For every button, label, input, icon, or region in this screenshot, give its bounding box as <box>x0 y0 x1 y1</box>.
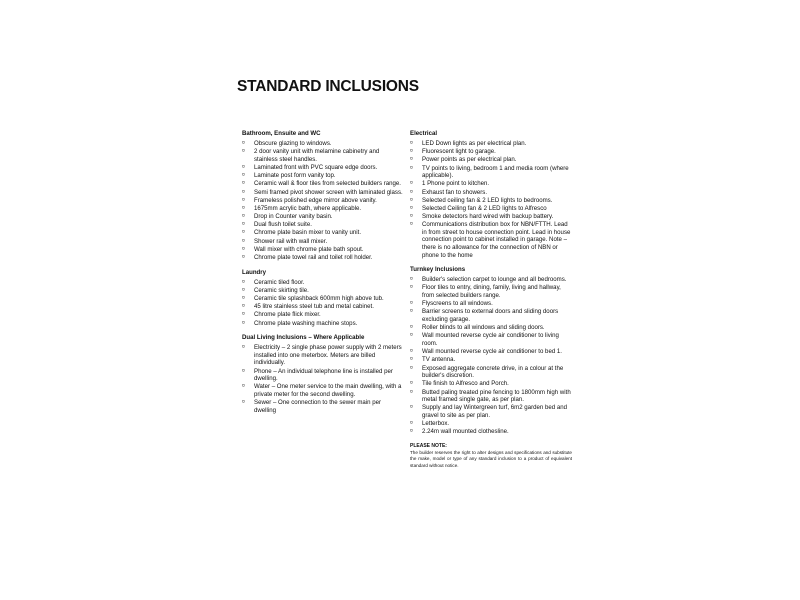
list-item <box>410 365 572 380</box>
list-item-text: Wall mixer with chrome plate bath spout. <box>254 245 364 253</box>
list-item <box>242 213 404 221</box>
list-item-text: Chrome plate washing machine stops. <box>254 319 358 327</box>
section-bathroom-ensuite-and-wc <box>242 130 404 262</box>
list-item <box>410 189 572 197</box>
note-title: PLEASE NOTE: <box>410 442 447 449</box>
inclusion-list <box>410 140 572 259</box>
list-item <box>410 380 572 388</box>
list-item <box>410 276 572 284</box>
list-item <box>410 205 572 213</box>
list-item-text: Communications distribution box for NBN/FTTH. Lead in from street to house connection point. Lead in house connection point to cabinet installed in garage. Note – there is no allowance for the connection of NBN or phone to the home <box>422 221 571 259</box>
list-item-text: Ceramic tiled floor. <box>254 278 305 286</box>
bullet-icon: ¤ <box>242 229 245 236</box>
bullet-icon: ¤ <box>410 213 413 220</box>
list-item <box>242 172 404 180</box>
section-heading: Electrical <box>410 130 438 137</box>
list-item-text: Smoke detectors hard wired with backup battery. <box>422 213 554 221</box>
bullet-icon: ¤ <box>242 319 245 326</box>
bullet-icon: ¤ <box>410 156 413 163</box>
list-item <box>242 164 404 172</box>
list-item-text: Electricity – 2 single phase power supply with 2 meters installed into one meterbox. Meters are billed individually. <box>254 344 402 367</box>
section-dual-living-inclusions-where-applicable <box>242 334 404 414</box>
bullet-icon: ¤ <box>410 404 413 411</box>
bullet-icon: ¤ <box>242 148 245 155</box>
list-item <box>410 197 572 205</box>
list-item-text: Chrome plate towel rail and toilet roll holder. <box>254 254 373 262</box>
list-item <box>242 254 404 262</box>
list-item-text: 1675mm acrylic bath, where applicable. <box>254 204 362 212</box>
bullet-icon: ¤ <box>242 221 245 228</box>
list-item <box>410 180 572 188</box>
bullet-icon: ¤ <box>242 188 245 195</box>
list-item-text: Laminated front with PVC square edge doors. <box>254 163 378 171</box>
bullet-icon: ¤ <box>410 204 413 211</box>
list-item <box>242 229 404 237</box>
list-item-text: TV antenna. <box>422 356 456 364</box>
list-item <box>242 221 404 229</box>
bullet-icon: ¤ <box>242 196 245 203</box>
list-item-text: LED Down lights as per electrical plan. <box>422 140 527 147</box>
bullet-icon: ¤ <box>242 344 245 351</box>
bullet-icon: ¤ <box>410 420 413 427</box>
list-item <box>242 344 404 367</box>
list-item-text: Obscure glazing to windows. <box>254 140 332 147</box>
list-item-text: 1 Phone point to kitchen. <box>422 180 490 188</box>
list-item <box>410 324 572 332</box>
list-item-text: 2.24m wall mounted clothesline. <box>422 428 509 436</box>
list-item-text: Exposed aggregate concrete drive, in a colour at the builder's discretion. <box>422 364 564 380</box>
bullet-icon: ¤ <box>242 163 245 170</box>
list-item-text: Power points as per electrical plan. <box>422 156 517 164</box>
bullet-icon: ¤ <box>242 286 245 293</box>
list-item <box>242 180 404 188</box>
list-item <box>410 156 572 164</box>
list-item-text: Exhaust fan to showers. <box>422 188 488 196</box>
list-item-text: Chrome plate flick mixer. <box>254 311 321 319</box>
list-item <box>410 165 572 180</box>
bullet-icon: ¤ <box>410 388 413 395</box>
list-item-text: Frameless polished edge mirror above vanity. <box>254 196 377 204</box>
bullet-icon: ¤ <box>242 172 245 179</box>
list-item-text: Supply and lay Wintergreen turf, 6m2 garden bed and gravel to site as per plan. <box>422 404 567 419</box>
bullet-icon: ¤ <box>242 295 245 301</box>
list-item-text: 2 door vanity unit with melamine cabinetry and stainless steel handles. <box>254 148 380 163</box>
list-item-text: Flyscreens to all windows. <box>422 300 493 308</box>
list-item <box>410 332 572 347</box>
bullet-icon: ¤ <box>410 428 413 435</box>
bullet-icon: ¤ <box>410 221 413 228</box>
bullet-icon: ¤ <box>410 348 413 355</box>
list-item <box>410 420 572 428</box>
list-item <box>242 205 404 213</box>
list-item <box>410 284 572 299</box>
bullet-icon: ¤ <box>242 399 245 406</box>
list-item-text: Drop in Counter vanity basin. <box>254 213 333 221</box>
list-item <box>242 189 404 197</box>
bullet-icon: ¤ <box>242 180 245 187</box>
list-item <box>242 148 404 163</box>
list-item <box>410 428 572 436</box>
list-item <box>410 389 572 404</box>
list-item <box>410 300 572 308</box>
list-item <box>242 140 404 148</box>
list-item-text: Ceramic skirting tile. <box>254 286 309 294</box>
list-item <box>242 197 404 205</box>
list-item <box>242 311 404 319</box>
list-item-text: Wall mounted reverse cycle air conditioner to bed 1. <box>422 348 562 356</box>
list-item <box>242 320 404 328</box>
list-item-text: Roller blinds to all windows and sliding doors. <box>422 324 545 332</box>
section-heading: Dual Living Inclusions – Where Applicable <box>242 334 365 342</box>
list-item-text: Ceramic tile splashback 600mm high above tub. <box>254 295 384 302</box>
bullet-icon: ¤ <box>410 164 413 171</box>
list-item-text: Sewer – One connection to the sewer main per dwelling <box>254 399 382 414</box>
note-text: The builder reserves the right to alter designs and specifications and substitute the make, model or type of any standard inclusion to a product of equivalent standard without notice. <box>410 449 572 468</box>
bullet-icon: ¤ <box>242 367 245 374</box>
list-item <box>242 295 404 303</box>
list-item-text: Fluorescent light to garage. <box>422 148 496 156</box>
bullet-icon: ¤ <box>410 188 413 195</box>
list-item-text: Builder's selection carpet to lounge and all bedrooms. <box>422 276 567 284</box>
bullet-icon: ¤ <box>410 324 413 331</box>
list-item <box>410 140 572 148</box>
list-item-text: Butted paling treated pine fencing to 1800mm high with metal framed single gate, as per plan. <box>422 388 571 404</box>
list-item-text: Phone – An individual telephone line is installed per dwelling. <box>254 367 393 383</box>
list-item <box>410 348 572 356</box>
bullet-icon: ¤ <box>410 180 413 187</box>
section-heading: Bathroom, Ensuite and WC <box>242 130 321 137</box>
list-item-text: Selected ceiling fan & 2 LED lights to bedrooms. <box>422 196 553 204</box>
list-item-text: Tile finish to Alfresco and Porch. <box>422 380 509 388</box>
list-item <box>242 287 404 295</box>
list-item <box>242 246 404 254</box>
list-item-text: Ceramic wall & floor tiles from selected builders range. <box>254 180 401 188</box>
bullet-icon: ¤ <box>242 311 245 318</box>
list-item <box>410 148 572 156</box>
bullet-icon: ¤ <box>242 278 245 285</box>
right-column <box>410 130 572 469</box>
list-item-text: Barrier screens to external doors and sliding doors excluding garage. <box>422 308 559 323</box>
bullet-icon: ¤ <box>410 300 413 307</box>
list-item <box>242 303 404 311</box>
list-item <box>410 404 572 419</box>
list-item-text: Semi framed pivot shower screen with laminated glass. <box>254 188 403 196</box>
section-laundry <box>242 269 404 328</box>
disclaimer-note <box>410 443 572 469</box>
list-item-text: Selected Ceiling fan & 2 LED lights to Alfresco <box>422 204 547 212</box>
bullet-icon: ¤ <box>410 140 413 146</box>
bullet-icon: ¤ <box>242 140 245 146</box>
list-item-text: 45 litre stainless steel tub and metal cabinet. <box>254 303 374 311</box>
list-item-text: Water – One meter service to the main dwelling, with a private meter for the second dwelling. <box>254 383 402 398</box>
bullet-icon: ¤ <box>242 237 245 244</box>
section-electrical <box>410 130 572 259</box>
list-item-text: Floor tiles to entry, dining, family, living and hallway, from selected builders range. <box>422 284 561 300</box>
list-item <box>242 383 404 398</box>
inclusion-list <box>410 276 572 436</box>
inclusion-list <box>242 140 404 262</box>
bullet-icon: ¤ <box>410 332 413 339</box>
bullet-icon: ¤ <box>410 380 413 387</box>
bullet-icon: ¤ <box>242 213 245 220</box>
list-item <box>242 279 404 287</box>
bullet-icon: ¤ <box>242 204 245 211</box>
list-item-text: Letterbox. <box>422 420 450 428</box>
section-heading: Turnkey Inclusions <box>410 266 466 274</box>
bullet-icon: ¤ <box>410 196 413 203</box>
left-column <box>242 130 404 421</box>
list-item-text: Chrome plate basin mixer to vanity unit. <box>254 229 362 237</box>
bullet-icon: ¤ <box>410 364 413 371</box>
list-item-text: Wall mounted reverse cycle air conditioner to living room. <box>422 332 559 347</box>
list-item-text: Dual flush toilet suite. <box>254 221 312 229</box>
list-item-text: Laminate post form vanity top. <box>254 172 336 180</box>
list-item-text: Shower rail with wall mixer. <box>254 237 328 245</box>
inclusion-list <box>242 279 404 328</box>
list-item-text: TV points to living, bedroom 1 and media room (where applicable). <box>422 164 569 180</box>
list-item <box>410 221 572 259</box>
bullet-icon: ¤ <box>410 284 413 291</box>
list-item <box>410 213 572 221</box>
bullet-icon: ¤ <box>410 148 413 155</box>
section-heading: Laundry <box>242 268 267 276</box>
section-turnkey-inclusions <box>410 266 572 436</box>
bullet-icon: ¤ <box>242 254 245 261</box>
list-item <box>242 399 404 414</box>
bullet-icon: ¤ <box>242 383 245 390</box>
list-item <box>410 356 572 364</box>
bullet-icon: ¤ <box>242 303 245 310</box>
list-item <box>410 308 572 323</box>
list-item <box>242 368 404 383</box>
page-title: STANDARD INCLUSIONS <box>237 78 419 95</box>
bullet-icon: ¤ <box>410 356 413 363</box>
bullet-icon: ¤ <box>410 276 413 283</box>
inclusion-list <box>242 344 404 414</box>
bullet-icon: ¤ <box>242 245 245 252</box>
bullet-icon: ¤ <box>410 308 413 315</box>
list-item <box>242 238 404 246</box>
